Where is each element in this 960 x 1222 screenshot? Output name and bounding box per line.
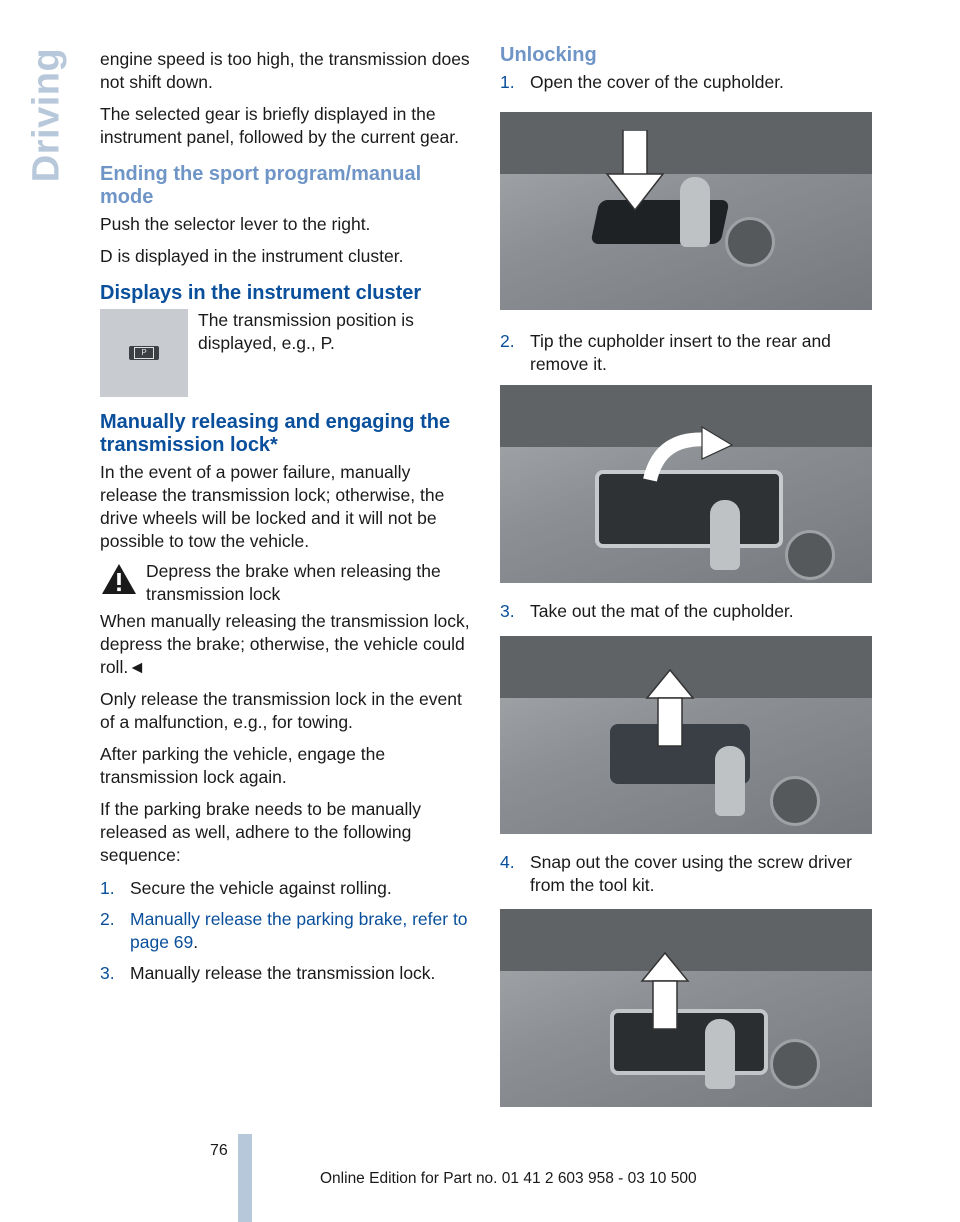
left-column bbox=[100, 48, 472, 993]
unlocking-step-3 bbox=[500, 600, 872, 631]
list-item bbox=[500, 71, 872, 94]
warning-body: When manually releasing the transmission lock, depress the brake; otherwise, the vehicle could roll.◄ bbox=[100, 611, 470, 677]
list-item bbox=[500, 851, 872, 897]
warning-title: Depress the brake when releasing the transmission lock bbox=[146, 561, 441, 604]
unlocking-steps-4 bbox=[500, 851, 872, 897]
intro-paragraph-1: engine speed is too high, the transmission does not shift down. bbox=[100, 49, 470, 92]
right-column bbox=[500, 44, 872, 102]
step-text: Snap out the cover using the screw driver from the tool kit. bbox=[530, 852, 852, 895]
unlocking-heading: Unlocking bbox=[500, 44, 597, 66]
display-text: The transmission position is displayed, e.g., P. bbox=[198, 310, 414, 353]
arrow-down-icon bbox=[605, 130, 665, 212]
ending-paragraph-1: Push the selector lever to the right. bbox=[100, 214, 371, 234]
warning-triangle-icon bbox=[100, 562, 138, 596]
step-number: 2. bbox=[500, 331, 515, 351]
edition-footer: Online Edition for Part no. 01 41 2 603 958 - 03 10 500 bbox=[320, 1170, 697, 1187]
manual-release-paragraph: In the event of a power failure, manually release the transmission lock; otherwise, the drive wheels will be locked and it will not be possible to tow the vehicle. bbox=[100, 462, 445, 551]
chapter-tab bbox=[22, 40, 72, 190]
cupholder-cover-removal-photo bbox=[500, 909, 872, 1107]
list-item bbox=[500, 600, 872, 623]
arrow-up-icon bbox=[640, 951, 690, 1031]
step-number: 4. bbox=[500, 852, 515, 872]
unlocking-step-2 bbox=[500, 330, 872, 384]
list-item bbox=[500, 330, 872, 376]
display-row bbox=[100, 309, 472, 397]
list-item bbox=[100, 877, 472, 900]
arrow-rotate-icon bbox=[640, 425, 740, 485]
after-parking-paragraph: After parking the vehicle, engage the transmission lock again. bbox=[100, 744, 386, 787]
unlocking-steps-3 bbox=[500, 600, 872, 623]
unlocking-steps bbox=[500, 71, 872, 94]
step-text: Open the cover of the cupholder. bbox=[530, 72, 784, 92]
only-release-paragraph: Only release the transmission lock in the event of a malfunction, e.g., for towing. bbox=[100, 689, 462, 732]
step-number: 2. bbox=[100, 909, 115, 929]
step-number: 1. bbox=[500, 72, 515, 92]
list-item bbox=[100, 908, 472, 954]
intro-paragraph-2: The selected gear is briefly displayed in the instrument panel, followed by the current gear. bbox=[100, 104, 459, 147]
parking-brake-paragraph: If the parking brake needs to be manually released as well, adhere to the following sequence: bbox=[100, 799, 422, 865]
cupholder-cover-photo bbox=[500, 112, 872, 310]
ending-paragraph-2: D is displayed in the instrument cluster. bbox=[100, 246, 404, 266]
parking-brake-page-link[interactable]: Manually release the parking brake, refer to page 69 bbox=[130, 909, 468, 952]
footer-accent-bar bbox=[238, 1134, 252, 1222]
step-text: Manually release the transmission lock. bbox=[130, 963, 436, 983]
instrument-display-image bbox=[100, 309, 188, 397]
ending-sport-heading: Ending the sport program/manual mode bbox=[100, 163, 422, 208]
step-text: Take out the mat of the cupholder. bbox=[530, 601, 794, 621]
manual-release-heading: Manually releasing and engaging the transmission lock* bbox=[100, 411, 451, 456]
warning-note bbox=[100, 562, 472, 606]
step-number: 3. bbox=[100, 963, 115, 983]
arrow-up-icon bbox=[645, 668, 695, 748]
page-number: 76 bbox=[210, 1142, 228, 1159]
unlocking-steps-2 bbox=[500, 330, 872, 376]
unlocking-step-4 bbox=[500, 851, 872, 905]
chapter-tab-label: Driving bbox=[25, 47, 68, 183]
displays-heading: Displays in the instrument cluster bbox=[100, 282, 422, 304]
step-text: Secure the vehicle against rolling. bbox=[130, 878, 392, 898]
step-text-suffix: . bbox=[193, 932, 199, 952]
cupholder-mat-photo bbox=[500, 636, 872, 834]
step-text: Tip the cupholder insert to the rear and remove it. bbox=[530, 331, 831, 374]
list-item bbox=[100, 962, 472, 985]
cupholder-insert-photo bbox=[500, 385, 872, 583]
step-number: 3. bbox=[500, 601, 515, 621]
gear-indicator-icon bbox=[129, 346, 159, 360]
gear-indicator-symbol: P bbox=[134, 347, 154, 359]
release-steps-list bbox=[100, 877, 472, 985]
step-number: 1. bbox=[100, 878, 115, 898]
